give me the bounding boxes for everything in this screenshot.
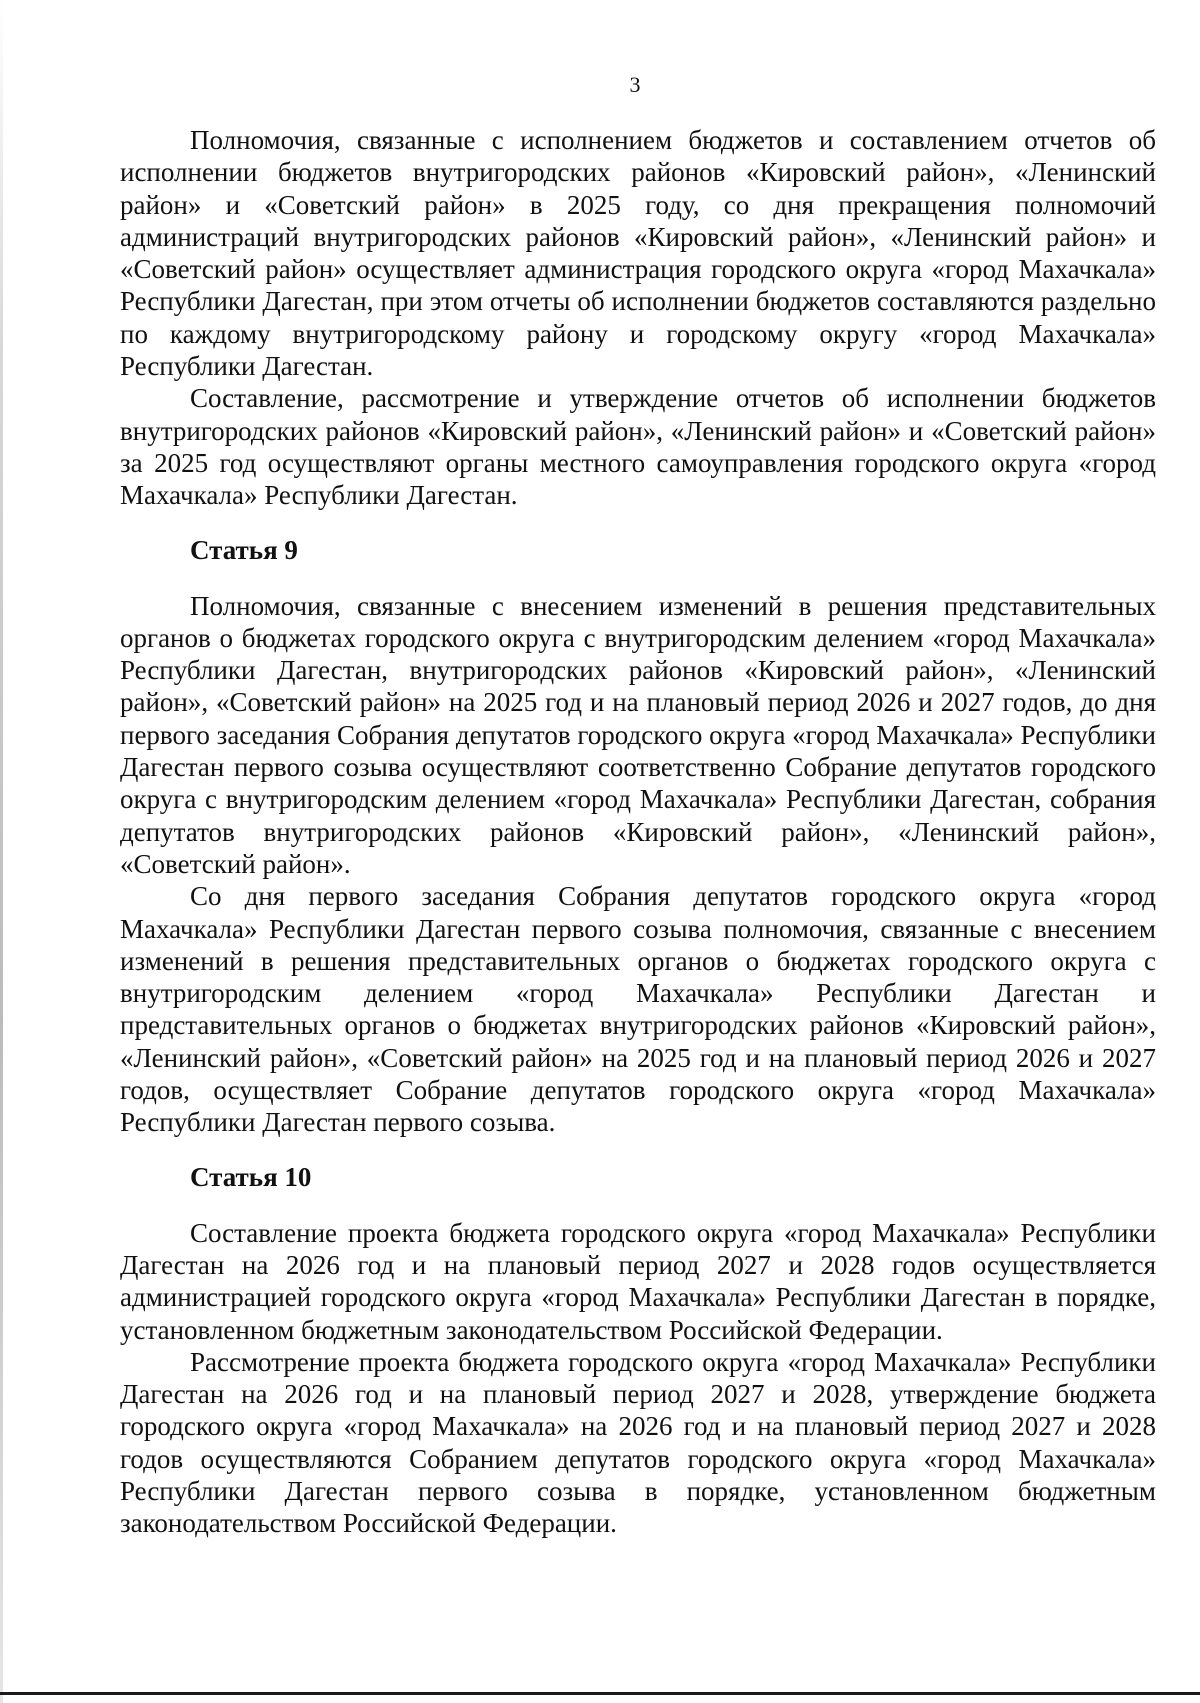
article-10-paragraph-2: Рассмотрение проекта бюджета городского округа «город Махачкала» Республики Дагестан на 2026 год и на плановый период 2027 и 2028, утверждение бюджета городского округа «город Махачкала» на 2026 год и на плановый период 2027 и 2028 годов осуществляются Собранием депутатов городского округа «город Махачкала» Республики Дагестан первого созыва в порядке, установленном бюджетным законодательством Российской Федерации.: [120, 1346, 1156, 1539]
article-9-paragraph-1: Полномочия, связанные с внесением изменений в решения представительных органов о бюджетах городского округа с внутригородским делением «город Махачкала» Республики Дагестан, внутригородских районов «Кировский район», «Ленинский район», «Советский район» на 2025 год и на плановый период 2026 и 2027 годов, до дня первого заседания Собрания депутатов городского округа «город Махачкала» Республики Дагестан первого созыва осуществляют соответственно Собрание депутатов городского округа с внутригородским делением «город Махачкала» Республики Дагестан, собрания депутатов внутригородских районов «Кировский район», «Ленинский район», «Советский район».: [120, 590, 1156, 879]
article-9-paragraph-2: Со дня первого заседания Собрания депутатов городского округа «город Махачкала» Республики Дагестан первого созыва полномочия, связанные с внесением изменений в решения представительных органов о бюджетах городского округа с внутригородским делением «город Махачкала» Республики Дагестан и представительных органов о бюджетах внутригородских районов «Кировский район», «Ленинский район», «Советский район» на 2025 год и на плановый период 2026 и 2027 годов, осуществляет Собрание депутатов городского округа «город Махачкала» Республики Дагестан первого созыва.: [120, 881, 1156, 1138]
scan-edge-bottom: [0, 1692, 1200, 1695]
intro-paragraph-1: Полномочия, связанные с исполнением бюджетов и составлением отчетов об исполнении бюджетов внутригородских районов «Кировский район», «Ленинский район» и «Советский район» в 2025 году, со дня прекращения полномочий администраций внутригородских районов «Кировский район», «Ленинский район» и «Советский район» осуществляет администрация городского округа «город Махачкала» Республики Дагестан, при этом отчеты об исполнении бюджетов составляются раздельно по каждому внутригородскому району и городскому округу «город Махачкала» Республики Дагестан.: [120, 125, 1156, 382]
document-body: [120, 124, 1156, 1540]
article-9-heading: Статья 9: [190, 534, 298, 565]
intro-paragraph-2: Составление, рассмотрение и утверждение отчетов об исполнении бюджетов внутригородских районов «Кировский район», «Ленинский район» и «Советский район» за 2025 год осуществляют органы местного самоуправления городского округа «город Махачкала» Республики Дагестан.: [120, 383, 1156, 511]
article-10-heading: Статья 10: [190, 1161, 312, 1192]
article-10-paragraph-1: Составление проекта бюджета городского округа «город Махачкала» Республики Дагестан на 2026 год и на плановый период 2027 и 2028 годов осуществляется администрацией городского округа «город Махачкала» Республики Дагестан в порядке, установленном бюджетным законодательством Российской Федерации.: [120, 1217, 1156, 1345]
page-number: 3: [629, 72, 641, 97]
scan-edge-left: [0, 0, 3, 1703]
